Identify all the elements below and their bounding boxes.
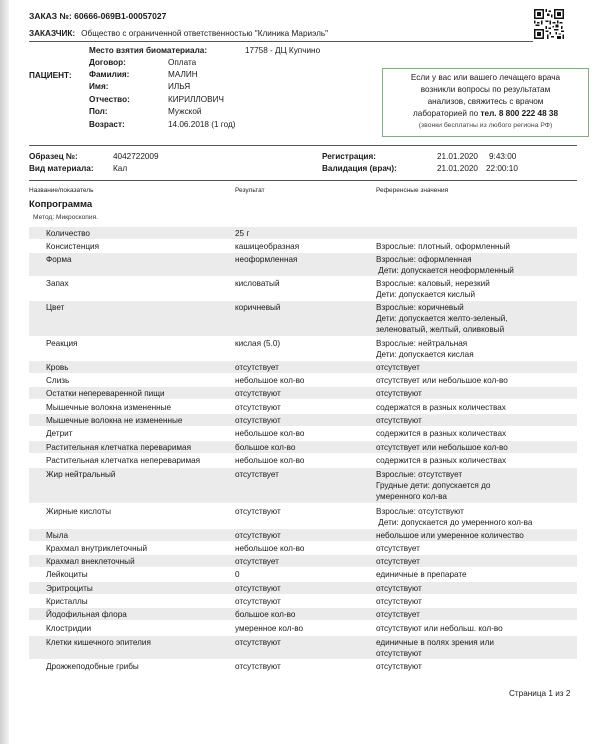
- reference-line: Взрослые: коричневый: [376, 303, 464, 312]
- row-name: Мышечные волокна измененные: [46, 403, 172, 412]
- row-name: Жирные кислоты: [46, 507, 112, 516]
- row-result: отсутствуют: [235, 416, 281, 425]
- reference-line: отсутствуют: [376, 584, 422, 593]
- reference-line: отсутствуют: [376, 416, 422, 425]
- reference-line: отсутствует: [376, 557, 420, 566]
- row-name: Слизь: [46, 376, 70, 385]
- table-row: [29, 555, 577, 567]
- row-name: Крахмал внеклеточный: [46, 557, 135, 566]
- row-name: Растительная клетчатка непереваримая: [46, 456, 201, 465]
- field-label-biomaterial-site: Место взятия биоматериала:: [89, 46, 208, 55]
- field-label-contract: Договор:: [89, 58, 126, 67]
- row-name: Жир нейтральный: [46, 470, 116, 479]
- row-name: Реакция: [46, 339, 78, 348]
- row-result: большое кол-во: [235, 610, 296, 619]
- row-name: Кристаллы: [46, 597, 88, 606]
- reference-line: Дети: допускается до умеренного кол-ва: [376, 518, 533, 527]
- row-reference: [376, 609, 576, 620]
- validation-time: 22:00:10: [486, 164, 518, 173]
- reference-line: отсутствуют: [376, 597, 422, 606]
- table-row: [29, 542, 577, 554]
- column-header-result: Результат: [235, 187, 265, 194]
- table-row: [29, 441, 577, 453]
- table-row: [29, 636, 577, 659]
- table-row: [29, 374, 577, 386]
- table-row: [29, 595, 577, 607]
- row-result: коричневый: [235, 303, 281, 312]
- row-reference: [376, 637, 576, 659]
- row-result: отсутствует: [235, 557, 279, 566]
- lab-phone[interactable]: тел. 8 800 222 48 38: [480, 109, 559, 118]
- table-row: [29, 468, 577, 503]
- row-result: кислая (5.0): [235, 339, 281, 348]
- row-result: неоформленная: [235, 255, 298, 264]
- reference-line: Грудные дети: допускается до: [376, 481, 491, 490]
- validation-label: Валидация (врач):: [322, 164, 397, 173]
- row-name: Мышечные волокна не измененные: [46, 416, 183, 425]
- row-result: небольшое кол-во: [235, 429, 305, 438]
- row-reference: [376, 402, 576, 413]
- reference-line: Взрослые: нейтральная: [376, 339, 468, 348]
- page-number: Страница 1 из 2: [509, 689, 571, 698]
- table-row: [29, 401, 577, 413]
- table-row: [29, 240, 577, 252]
- row-name: Лейкоциты: [46, 570, 88, 579]
- reference-line: Взрослые: оформленная: [376, 255, 472, 264]
- field-label-age: Возраст:: [89, 120, 125, 129]
- row-result: кашицеобразная: [235, 242, 300, 251]
- table-row: [29, 227, 577, 239]
- table-row: [29, 427, 577, 439]
- row-name: Крахмал внутриклеточный: [46, 544, 148, 553]
- row-result: умеренное кол-во: [235, 624, 304, 633]
- table-row: [29, 454, 577, 466]
- reference-line: отсутствует: [376, 610, 420, 619]
- row-reference: [376, 569, 576, 580]
- table-row: [29, 582, 577, 594]
- row-name: Йодофильная флора: [46, 610, 127, 619]
- table-row: [29, 361, 577, 373]
- row-result: 0: [235, 570, 240, 579]
- row-name: Клостридии: [46, 624, 92, 633]
- registration-date: 21.01.2020: [437, 152, 478, 161]
- table-row: [29, 414, 577, 426]
- material-value: Кал: [113, 164, 128, 173]
- row-result: кисловатый: [235, 279, 280, 288]
- row-result: небольшое кол-во: [235, 376, 305, 385]
- field-label-surname: Фамилия:: [89, 70, 130, 79]
- reference-line: содержится в разных количествах: [376, 429, 507, 438]
- row-reference: [376, 415, 576, 426]
- row-result: небольшое кол-во: [235, 456, 305, 465]
- reference-line: отсутствует или небольшое кол-во: [376, 443, 508, 452]
- row-reference: [376, 278, 576, 300]
- reference-line: Дети: допускается неоформленный: [376, 266, 514, 275]
- row-name: Количество: [46, 229, 90, 238]
- table-row: [29, 253, 577, 276]
- row-name: Растительная клетчатка переваримая: [46, 443, 192, 452]
- row-reference: [376, 338, 576, 360]
- table-row: [29, 277, 577, 300]
- reference-line: Дети: допускается желто-зеленый,: [376, 314, 508, 323]
- table-row: [29, 608, 577, 620]
- registration-time: 9:43:00: [489, 152, 517, 161]
- reference-line: Дети: допускается кислая: [376, 350, 474, 359]
- table-row: [29, 568, 577, 580]
- divider: [29, 180, 577, 181]
- row-reference: [376, 362, 576, 373]
- row-reference: [376, 302, 576, 335]
- row-reference: [376, 455, 576, 466]
- reference-line: отсутствуют или небольш. кол-во: [376, 624, 503, 633]
- order-number: ЗАКАЗ №: 60666-069В1-00057027: [29, 11, 167, 21]
- field-value-contract: Оплата: [168, 58, 197, 67]
- row-result: большое кол-во: [235, 443, 296, 452]
- row-reference: [376, 254, 576, 276]
- reference-line: отсутствует: [376, 363, 420, 372]
- row-reference: [376, 556, 576, 567]
- row-reference: [376, 530, 576, 541]
- table-row: [29, 337, 577, 360]
- lab-contact-box: Если у вас или вашего лечащего врача возникли вопросы по результатам анализов, свяжитесь с врачом лабораторией по тел. 8 800 222 48 38 (звонки бесплатны из любого региона РФ): [382, 68, 589, 137]
- page-edge-shadow: [0, 0, 9, 744]
- row-name: Цвет: [46, 303, 65, 312]
- registration-label: Регистрация:: [322, 152, 376, 161]
- patient-section-label: ПАЦИЕНТ:: [29, 71, 72, 80]
- field-label-sex: Пол:: [89, 107, 108, 116]
- reference-line: отсутствуют: [376, 662, 422, 671]
- table-row: [29, 529, 577, 541]
- row-name: Дрожжеподобные грибы: [46, 662, 139, 671]
- row-result: отсутствует: [235, 363, 279, 372]
- row-name: Запах: [46, 279, 69, 288]
- row-result: отсутствуют: [235, 507, 281, 516]
- reference-line: отсутствуют: [376, 649, 422, 658]
- row-result: отсутствует: [235, 470, 279, 479]
- column-header-reference: Референсные значения: [376, 187, 449, 194]
- row-result: отсутствуют: [235, 662, 281, 671]
- row-reference: [376, 506, 576, 528]
- row-result: отсутствуют: [235, 403, 281, 412]
- reference-line: единичные в полях зрения или: [376, 638, 494, 647]
- field-label-first-name: Имя:: [89, 82, 109, 91]
- reference-line: Взрослые: отсутствует: [376, 470, 463, 479]
- reference-line: Взрослые: плотный, оформленный: [376, 242, 510, 251]
- reference-line: отсутствует или небольшое кол-во: [376, 376, 508, 385]
- row-reference: [376, 375, 576, 386]
- sample-number-label: Образец №:: [29, 152, 78, 161]
- section-title: Копрограмма: [29, 199, 93, 210]
- row-name: Кровь: [46, 363, 69, 372]
- row-name: Детрит: [46, 429, 73, 438]
- row-result: отсутствуют: [235, 597, 281, 606]
- row-reference: [376, 583, 576, 594]
- row-result: отсутствуют: [235, 584, 281, 593]
- row-result: отсутствуют: [235, 531, 281, 540]
- row-result: небольшое кол-во: [235, 544, 305, 553]
- field-value-surname: МАЛИН: [168, 70, 198, 79]
- column-header-name: Название/показатель: [29, 187, 94, 194]
- row-result: отсутствуют: [235, 389, 281, 398]
- reference-line: умеренного кол-ва: [376, 492, 447, 501]
- field-value-age: 14.06.2018 (1 год): [168, 120, 236, 129]
- table-row: [29, 301, 577, 336]
- table-row: [29, 622, 577, 634]
- divider: [29, 41, 533, 42]
- row-reference: [376, 623, 576, 634]
- row-reference: [376, 596, 576, 607]
- row-name: Мыла: [46, 531, 69, 540]
- field-value-first-name: ИЛЬЯ: [168, 82, 191, 91]
- reference-line: единичные в препарате: [376, 570, 467, 579]
- row-name: Остатки непереваренной пищи: [46, 389, 165, 398]
- field-value-biomaterial-site: 17758 - ДЦ Купчино: [245, 46, 321, 55]
- row-reference: [376, 661, 576, 672]
- table-row: [29, 387, 577, 399]
- row-name: Форма: [46, 255, 72, 264]
- reference-line: Дети: допускается кислый: [376, 290, 476, 299]
- row-name: Клетки кишечного эпителия: [46, 638, 151, 647]
- row-reference: [376, 469, 576, 502]
- sample-number-value: 4042722009: [113, 152, 159, 161]
- row-reference: [376, 543, 576, 554]
- qr-code-icon: [534, 9, 564, 39]
- row-name: Консистенция: [46, 242, 100, 251]
- field-value-patronymic: КИРИЛЛОВИЧ: [168, 95, 224, 104]
- table-row: [29, 660, 577, 672]
- row-name: Эритроциты: [46, 584, 93, 593]
- validation-date: 21.01.2020: [437, 164, 478, 173]
- reference-line: отсутствует: [376, 544, 420, 553]
- divider: [29, 145, 577, 146]
- row-reference: [376, 388, 576, 399]
- row-reference: [376, 428, 576, 439]
- reference-line: отсутствуют: [376, 389, 422, 398]
- row-reference: [376, 442, 576, 453]
- reference-line: Взрослые: каловый, нерезкий: [376, 279, 490, 288]
- reference-line: небольшое или умеренное количество: [376, 531, 524, 540]
- row-result: отсутствуют: [235, 638, 281, 647]
- customer-line: ЗАКАЗЧИК: Общество с ограниченной ответственностью "Клиника Мариэль": [29, 29, 329, 38]
- reference-line: Взрослые: отсутствуют: [376, 507, 464, 516]
- material-label: Вид материала:: [29, 164, 94, 173]
- row-reference: [376, 241, 576, 252]
- table-row: [29, 505, 577, 528]
- row-result: 25 г: [235, 229, 250, 238]
- reference-line: содержится в разных количествах: [376, 456, 507, 465]
- reference-line: содержатся в разных количествах: [376, 403, 506, 412]
- field-label-patronymic: Отчество:: [89, 95, 130, 104]
- reference-line: зеленоватый, желтый, оливковый: [376, 325, 505, 334]
- method-note: Метод: Микроскопия.: [33, 214, 98, 221]
- field-value-sex: Мужской: [168, 107, 202, 116]
